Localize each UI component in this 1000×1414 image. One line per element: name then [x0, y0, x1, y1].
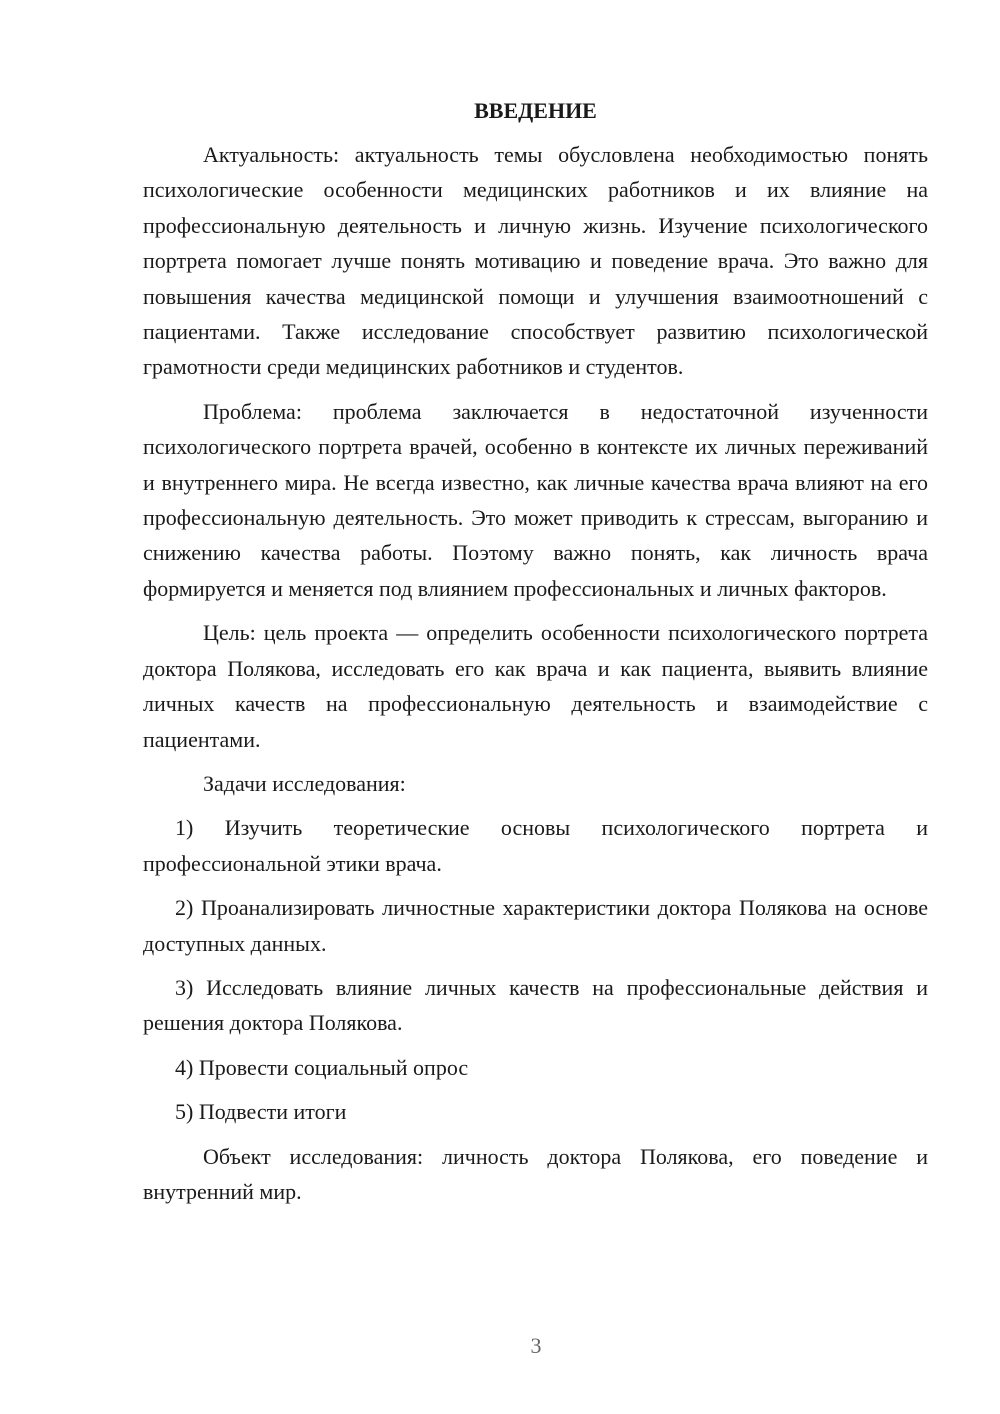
- task-item-5: 5) Подвести итоги: [175, 1099, 347, 1125]
- tasks-heading: Задачи исследования:: [203, 770, 406, 796]
- page-content: [143, 95, 928, 1218]
- paragraph-problem: Проблема: проблема заключается в недостаточной изученности психологического портрета врачей, особенно в контексте их личных переживаний и внутреннего мира. Не всегда известно, как личные качества врача влияют на его профессиональную деятельность. Это может приводить к стрессам, выгоранию и снижению качества работы. Поэтому важно понять, как личность врача формируется и меняется под влиянием профессиональных и личных факторов.: [143, 398, 928, 601]
- paragraph-relevance: Актуальность: актуальность темы обусловлена необходимостью понять психологические особенности медицинских работников и их влияние на профессиональную деятельность и личную жизнь. Изучение психологического портрета помогает лучше понять мотивацию и поведение врача. Это важно для повышения качества медицинской помощи и улучшения взаимоотношений с пациентами. Также исследование способствует развитию психологической грамотности среди медицинских работников и студентов.: [143, 142, 928, 380]
- page-heading: ВВЕДЕНИЕ: [474, 98, 597, 123]
- task-item-4: 4) Провести социальный опрос: [175, 1054, 469, 1080]
- paragraph-object: Объект исследования: личность доктора Полякова, его поведение и внутренний мир.: [143, 1143, 928, 1204]
- paragraph-goal: Цель: цель проекта — определить особенности психологического портрета доктора Полякова, исследовать его как врача и как пациента, выявить влияние личных качеств на профессиональную деятельность и взаимодействие с пациентами.: [143, 620, 928, 752]
- task-item-3: 3) Исследовать влияние личных качеств на профессиональные действия и решения доктора Полякова.: [143, 974, 928, 1036]
- task-item-1: 1) Изучить теоретические основы психологического портрета и профессиональной этики врача.: [143, 815, 928, 876]
- page-number: 3: [530, 1333, 542, 1358]
- task-item-2: 2) Проанализировать личностные характеристики доктора Полякова на основе доступных данных.: [143, 895, 928, 956]
